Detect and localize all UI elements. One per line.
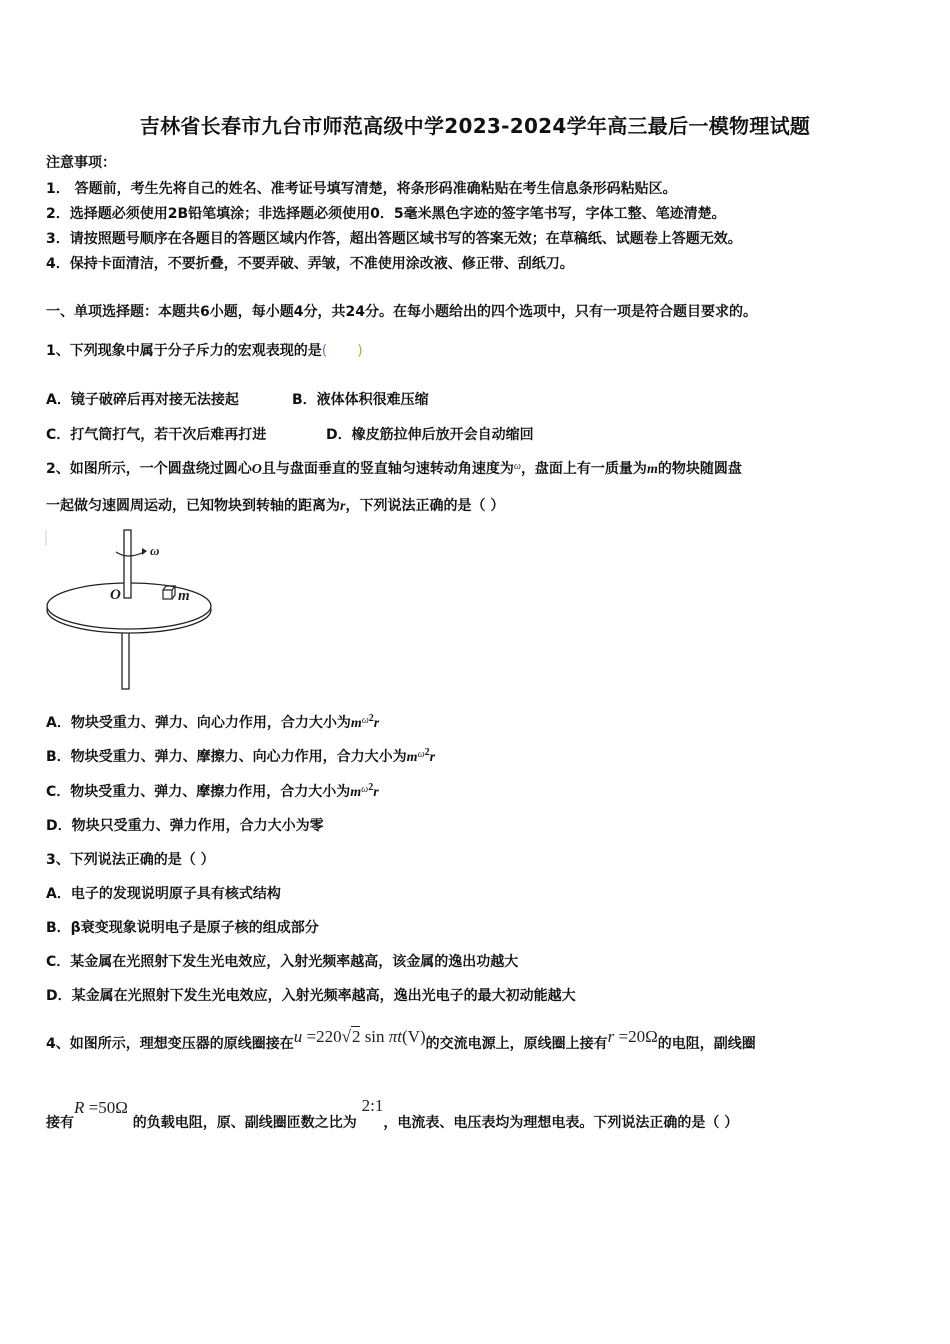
notice-item-1: 1． 答题前，考生先将自己的姓名、准考证号填写清楚，将条形码准确粘贴在考生信息条形码粘贴区。 (46, 181, 677, 197)
q4-text-3: 的电阻，副线圈 (657, 1036, 756, 1052)
q4-text-4: 接有 (46, 1115, 74, 1131)
q2-symbol-O: O (251, 462, 262, 477)
resistance-r-formula: r =20Ω (607, 1027, 658, 1046)
question-3-option-d: D．某金属在光照射下发生光电效应，入射光频率越高，逸出光电子的最大初动能越大 (46, 988, 576, 1004)
question-2-option-b (46, 746, 435, 766)
formula-m: m (406, 750, 418, 765)
question-2-stem-line1 (46, 458, 742, 478)
voltage-formula: u =220√2 sin πt(V) (293, 1027, 426, 1046)
formula-exponent: 2 (368, 713, 374, 724)
question-3-stem: 3、下列说法正确的是（ ） (46, 852, 215, 868)
svg-text:ω: ω (150, 543, 160, 558)
formula-m: m (350, 785, 362, 800)
question-1-text: 1、下列现象中属于分子斥力的宏观表现的是 (46, 343, 322, 359)
q2-text-1: 2、如图所示，一个圆盘绕过圆心 (46, 461, 252, 477)
question-4-stem-line2 (46, 1096, 738, 1132)
rotating-disk-figure (44, 524, 224, 694)
q2-text-3: ，盘面上有一质量为 (520, 461, 647, 477)
resistance-R-formula: R =50Ω (74, 1098, 128, 1117)
question-1-option-d: D．橡皮筋拉伸后放开会自动缩回 (326, 427, 534, 443)
svg-text:m: m (178, 588, 190, 604)
notice-item-4: 4．保持卡面清洁，不要折叠，不要弄破、弄皱，不准使用涂改液、修正带、刮纸刀。 (46, 256, 574, 272)
svg-text:O: O (110, 587, 121, 603)
notice-item-3: 3．请按照题号顺序在各题目的答题区域内作答，超出答题区域书写的答案无效；在草稿纸、试题卷上答题无效。 (46, 231, 742, 247)
question-1-option-c: C．打气筒打气，若干次后难再打进 (46, 427, 267, 443)
section-heading: 一、单项选择题：本题共6小题，每小题4分，共24分。在每小题给出的四个选项中，只有一项是符合题目要求的。 (46, 304, 757, 320)
question-2-option-d: D．物块只受重力、弹力作用，合力大小为零 (46, 818, 324, 834)
question-2-stem-line2 (46, 495, 504, 515)
formula-omega: ω (361, 715, 369, 726)
question-3-option-a: A．电子的发现说明原子具有核式结构 (46, 886, 281, 902)
formula-exponent: 2 (424, 747, 430, 758)
formula-r: r (429, 750, 436, 765)
answer-paren-open: ( (321, 343, 328, 359)
q4-text-6: ，电流表、电压表均为理想电表。下列说法正确的是（ ） (383, 1115, 739, 1131)
formula-m: m (350, 716, 362, 731)
q2-text-2: 且与盘面垂直的竖直轴匀速转动角速度为 (261, 461, 514, 477)
formula-omega: ω (361, 784, 369, 795)
q4-text-1: 4、如图所示，理想变压器的原线圈接在 (46, 1036, 294, 1052)
q2-text-6: ，下列说法正确的是（ ） (345, 498, 505, 514)
q2-text-4: 的物块随圆盘 (657, 461, 742, 477)
notice-heading: 注意事项： (46, 155, 116, 171)
question-1-stem (46, 340, 363, 360)
q2-symbol-r: r (340, 499, 346, 514)
question-4-stem-line1 (46, 1027, 756, 1053)
formula-r: r (373, 785, 379, 800)
formula-omega: ω (417, 749, 425, 760)
question-2-option-a (46, 712, 379, 732)
q2-symbol-m: m (646, 462, 658, 477)
notice-item-2: 2．选择题必须使用2B铅笔填涂；非选择题必须使用0．5毫米黑色字迹的签字笔书写，字体工整、笔迹清楚。 (46, 206, 726, 222)
question-2-option-c (46, 781, 379, 801)
q2-option-c-text: C．物块受重力、弹力、摩擦力作用，合力大小为 (46, 784, 351, 800)
question-1-option-a: A．镜子破碎后再对接无法接起 (46, 392, 239, 408)
q2-option-a-text: A．物块受重力、弹力、向心力作用，合力大小为 (46, 715, 351, 731)
question-3-option-c: C．某金属在光照射下发生光电效应，入射光频率越高，该金属的逸出功越大 (46, 954, 519, 970)
formula-r: r (373, 716, 380, 731)
q2-option-b-text: B．物块受重力、弹力、摩擦力、向心力作用，合力大小为 (46, 749, 407, 765)
page-title: 吉林省长春市九台市师范高级中学2023-2024学年高三最后一模物理试题 (139, 114, 811, 138)
question-3-option-b: B．β衰变现象说明电子是原子核的组成部分 (46, 920, 319, 936)
q4-text-5: 的负载电阻，原、副线圈匝数之比为 (132, 1115, 357, 1131)
formula-exponent: 2 (368, 782, 374, 793)
rotating-disk-diagram (44, 524, 224, 694)
answer-paren-close: ) (357, 343, 363, 359)
question-1-option-b: B．液体体积很难压缩 (292, 392, 429, 408)
q2-text-5: 一起做匀速圆周运动，已知物块到转轴的距离为 (46, 498, 340, 514)
q4-text-2: 的交流电源上，原线圈上接有 (425, 1036, 608, 1052)
turns-ratio: 2:1 (361, 1096, 384, 1115)
q2-symbol-omega: ω (513, 461, 521, 472)
